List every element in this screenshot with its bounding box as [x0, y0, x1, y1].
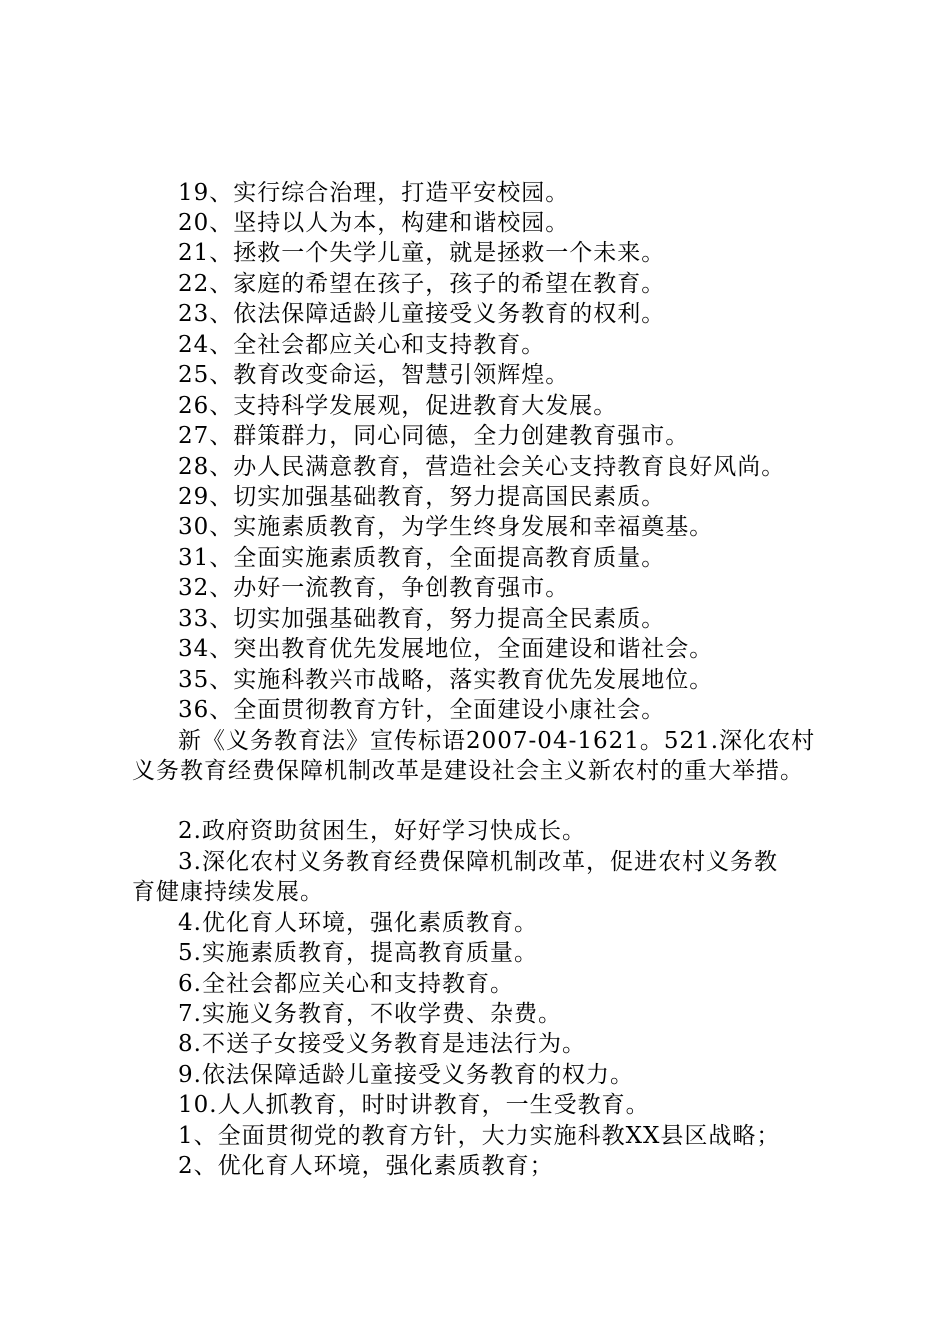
slogan-line-26: 26、支持科学发展观，促进教育大发展。	[178, 393, 618, 419]
slogan-line-29: 29、切实加强基础教育，努力提高国民素质。	[178, 484, 666, 510]
slogan-line-34: 34、突出教育优先发展地位，全面建设和谐社会。	[178, 636, 714, 662]
slogan-line-19: 19、实行综合治理，打造平安校园。	[178, 180, 570, 206]
slogan-item-1b: 1、全面贯彻党的教育方针，大力实施科教XX县区战略；	[178, 1123, 781, 1149]
slogan-item-4: 4.优化育人环境，强化素质教育。	[178, 910, 538, 936]
slogan-line-31: 31、全面实施素质教育，全面提高教育质量。	[178, 545, 666, 571]
section-heading-line-2: 义务教育经费保障机制改革是建设社会主义新农村的重大举措。	[132, 758, 804, 784]
slogan-line-25: 25、教育改变命运，智慧引领辉煌。	[178, 362, 570, 388]
slogan-item-5: 5.实施素质教育，提高教育质量。	[178, 940, 538, 966]
slogan-line-30: 30、实施素质教育，为学生终身发展和幸福奠基。	[178, 514, 714, 540]
slogan-line-23: 23、依法保障适龄儿童接受义务教育的权利。	[178, 301, 666, 327]
slogan-item-10: 10.人人抓教育，时时讲教育，一生受教育。	[178, 1092, 650, 1118]
slogan-line-24: 24、全社会都应关心和支持教育。	[178, 332, 546, 358]
slogan-item-7: 7.实施义务教育，不收学费、杂费。	[178, 1001, 562, 1027]
slogan-line-33: 33、切实加强基础教育，努力提高全民素质。	[178, 606, 666, 632]
slogan-item-2b: 2、优化育人环境，强化素质教育；	[178, 1153, 554, 1179]
slogan-item-3-line-1: 3.深化农村义务教育经费保障机制改革，促进农村义务教	[178, 849, 778, 875]
slogan-item-8: 8.不送子女接受义务教育是违法行为。	[178, 1031, 586, 1057]
slogan-item-3-line-2: 育健康持续发展。	[132, 879, 324, 905]
slogan-line-21: 21、拯救一个失学儿童，就是拯救一个未来。	[178, 240, 666, 266]
slogan-line-36: 36、全面贯彻教育方针，全面建设小康社会。	[178, 697, 666, 723]
slogan-line-20: 20、坚持以人为本，构建和谐校园。	[178, 210, 570, 236]
slogan-item-2: 2.政府资助贫困生，好好学习快成长。	[178, 818, 586, 844]
section-heading-line-1: 新《义务教育法》宣传标语2007-04-1621。521.深化农村	[178, 728, 816, 754]
slogan-line-28: 28、办人民满意教育，营造社会关心支持教育良好风尚。	[178, 454, 786, 480]
slogan-item-6: 6.全社会都应关心和支持教育。	[178, 971, 514, 997]
slogan-line-27: 27、群策群力，同心同德，全力创建教育强市。	[178, 423, 690, 449]
slogan-item-9: 9.依法保障适龄儿童接受义务教育的权力。	[178, 1062, 634, 1088]
slogan-line-35: 35、实施科教兴市战略，落实教育优先发展地位。	[178, 667, 714, 693]
slogan-line-32: 32、办好一流教育，争创教育强市。	[178, 575, 570, 601]
slogan-line-22: 22、家庭的希望在孩子，孩子的希望在教育。	[178, 271, 666, 297]
